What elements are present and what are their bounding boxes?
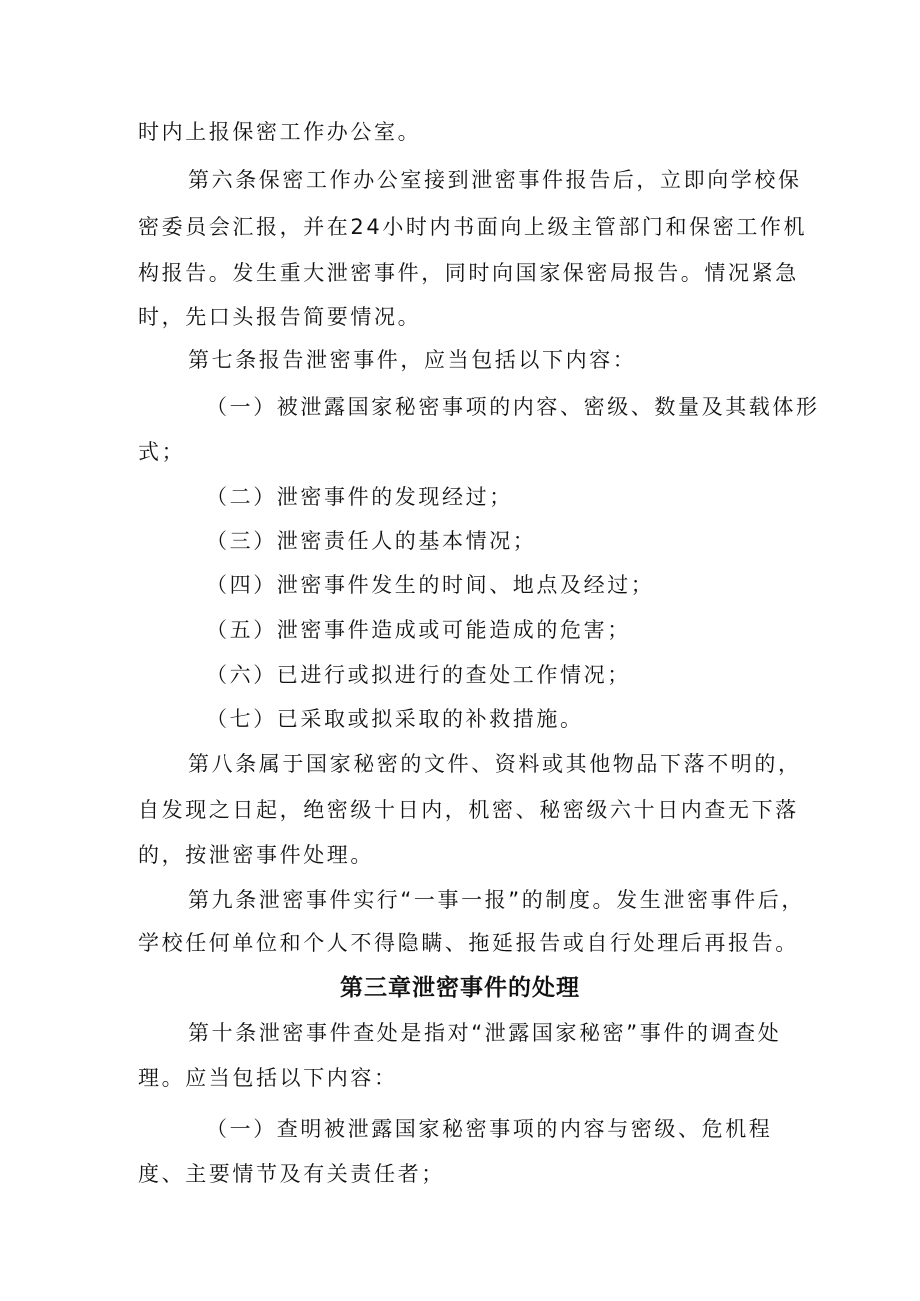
text-line: 学校任何单位和个人不得隐瞒、拖延报告或自行处理后再报告。 — [138, 931, 799, 955]
text-line: 自发现之日起，绝密级十日内，机密、秘密级六十日内查无下落 — [138, 798, 799, 822]
list-item: （一）查明被泄露国家秘密事项的内容与密级、危机程 — [206, 1117, 773, 1141]
text-line: 式； — [138, 440, 186, 464]
text-line: 时，先口头报告简要情况。 — [138, 305, 422, 329]
article-6-line: 第六条保密工作办公室接到泄密事件报告后，立即向学校保 — [188, 168, 802, 192]
article-9-line: 第九条泄密事件实行“一事一报”的制度。发生泄密事件后， — [188, 888, 805, 912]
text-line: 理。应当包括以下内容： — [138, 1066, 398, 1090]
text-line: 密委员会汇报，并在24小时内书面向上级主管部门和保密工作机 — [138, 215, 808, 239]
list-item: （三）泄密责任人的基本情况； — [206, 529, 537, 553]
list-item: （二）泄密事件的发现经过； — [206, 485, 513, 509]
article-8-line: 第八条属于国家秘密的文件、资料或其他物品下落不明的， — [188, 752, 802, 776]
list-item: （一）被泄露国家秘密事项的内容、密级、数量及其载体形 — [206, 395, 820, 419]
article-10-line: 第十条泄密事件查处是指对“泄露国家秘密”事件的调查处 — [188, 1021, 782, 1045]
text-line: 的，按泄密事件处理。 — [138, 843, 374, 867]
list-item: （四）泄密事件发生的时间、地点及经过； — [206, 573, 655, 597]
chapter-heading: 第三章泄密事件的处理 — [340, 975, 580, 1001]
list-item: （五）泄密事件造成或可能造成的危害； — [206, 618, 631, 642]
text-line: 构报告。发生重大泄密事件，同时向国家保密局报告。情况紧急 — [138, 261, 799, 285]
text-line: 时内上报保密工作办公室。 — [138, 120, 422, 144]
text-line: 度、主要情节及有关责任者； — [138, 1162, 445, 1186]
list-item: （七）已采取或拟采取的补救措施。 — [206, 707, 584, 731]
list-item: （六）已进行或拟进行的查处工作情况； — [206, 663, 631, 687]
article-7-line: 第七条报告泄密事件，应当包括以下内容： — [188, 348, 637, 372]
